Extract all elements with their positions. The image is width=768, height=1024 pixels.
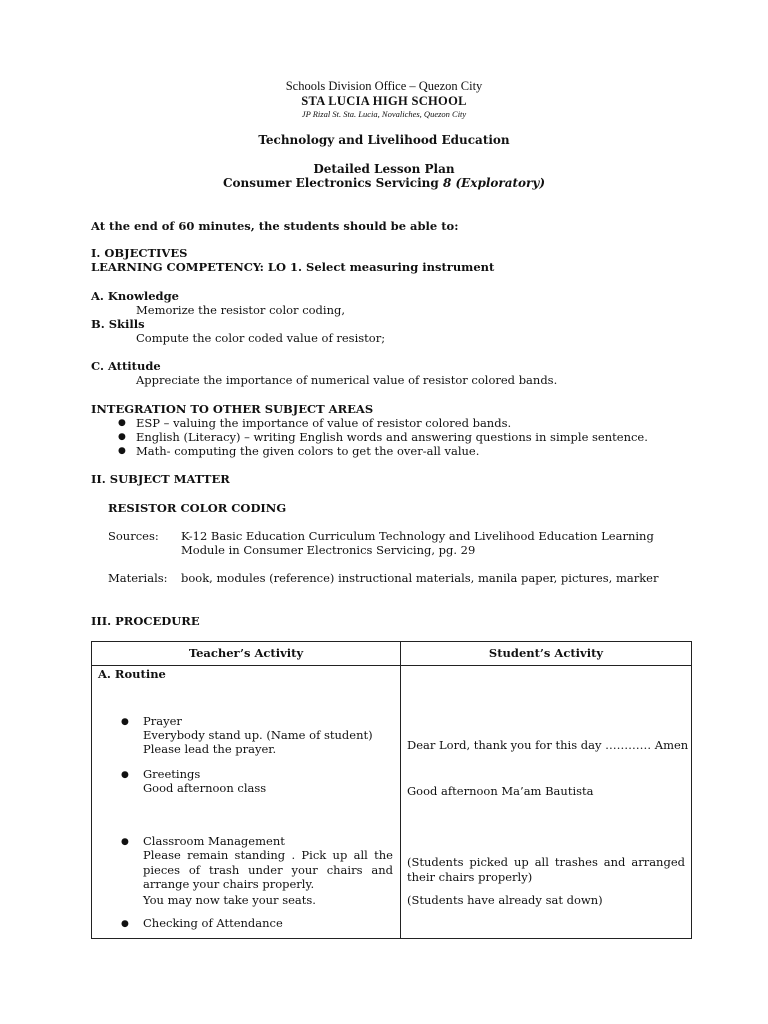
school-name: STA LUCIA HIGH SCHOOL <box>301 94 467 108</box>
student-cleanup-response: (Students picked up all trashes and arranged their chairs properly) <box>407 855 685 884</box>
course-name: Consumer Electronics Servicing <box>222 176 443 190</box>
bullet-icon: ● <box>121 770 129 780</box>
bullet-icon: ● <box>118 418 126 428</box>
activity-table <box>91 641 692 939</box>
subject-matter-heading: II. SUBJECT MATTER <box>91 472 230 486</box>
student-prayer-response: Dear Lord, thank you for this day ………… Amen <box>407 738 689 752</box>
attendance-label: Checking of Attendance <box>143 916 283 930</box>
topic-title: RESISTOR COLOR CODING <box>108 501 287 515</box>
teacher-activity-header: Teacher’s Activity <box>188 646 304 660</box>
attitude-label: C. Attitude <box>91 359 161 373</box>
bullet-icon: ● <box>118 432 126 442</box>
plan-title: Detailed Lesson Plan <box>313 162 455 176</box>
student-greeting-response: Good afternoon Ma’am Bautista <box>407 784 594 798</box>
integration-item: English (Literacy) – writing English words and answering questions in simple sentence. <box>136 430 648 444</box>
school-address: JP Rizal St. Sta. Lucia, Novaliches, Quezon City <box>301 109 467 119</box>
integration-heading: INTEGRATION TO OTHER SUBJECT AREAS <box>91 402 374 416</box>
integration-item: Math- computing the given colors to get the over-all value. <box>136 444 480 458</box>
bullet-icon: ● <box>118 446 126 456</box>
course-title <box>0 176 768 190</box>
student-seated-response: (Students have already sat down) <box>407 893 603 907</box>
subject-title: Technology and Livelihood Education <box>258 133 510 147</box>
sources-label: Sources: <box>108 529 159 543</box>
integration-item: ESP – valuing the importance of value of resistor colored bands. <box>136 416 512 430</box>
bullet-icon: ● <box>121 919 129 929</box>
sources-line: Module in Consumer Electronics Servicing, pg. 29 <box>181 543 476 557</box>
bullet-icon: ● <box>121 837 129 847</box>
division-office-title: Schools Division Office – Quezon City <box>285 79 483 93</box>
routine-label: A. Routine <box>98 667 166 681</box>
take-seats-text: You may now take your seats. <box>143 893 316 907</box>
skills-text: Compute the color coded value of resistor; <box>136 331 386 345</box>
sources-line: K-12 Basic Education Curriculum Technology and Livelihood Education Learning <box>181 529 654 543</box>
procedure-heading: III. PROCEDURE <box>91 614 200 628</box>
greetings-text: Good afternoon class <box>143 781 267 795</box>
column-divider <box>400 642 401 938</box>
materials-text: book, modules (reference) instructional materials, manila paper, pictures, marker <box>181 571 659 585</box>
prayer-instruction: Everybody stand up. (Name of student) <box>143 728 373 742</box>
prayer-label: Prayer <box>143 714 182 728</box>
knowledge-text: Memorize the resistor color coding, <box>136 303 346 317</box>
student-activity-header: Student’s Activity <box>488 646 604 660</box>
learning-competency: LEARNING COMPETENCY: LO 1. Select measuring instrument <box>91 260 495 274</box>
prayer-instruction: Please lead the prayer. <box>143 742 277 756</box>
intro-statement: At the end of 60 minutes, the students should be able to: <box>91 219 459 233</box>
greetings-label: Greetings <box>143 767 201 781</box>
objectives-heading: I. OBJECTIVES <box>91 246 188 260</box>
course-grade: 8 (Exploratory) <box>442 176 546 190</box>
skills-label: B. Skills <box>91 317 145 331</box>
materials-label: Materials: <box>108 571 168 585</box>
knowledge-label: A. Knowledge <box>91 289 179 303</box>
classroom-management-label: Classroom Management <box>143 834 285 848</box>
attitude-text: Appreciate the importance of numerical value of resistor colored bands. <box>136 373 558 387</box>
classroom-management-text: Please remain standing . Pick up all the pieces of trash under your chairs and arrange your chairs properly. <box>143 848 393 891</box>
bullet-icon: ● <box>121 717 129 727</box>
header-divider <box>92 665 691 666</box>
